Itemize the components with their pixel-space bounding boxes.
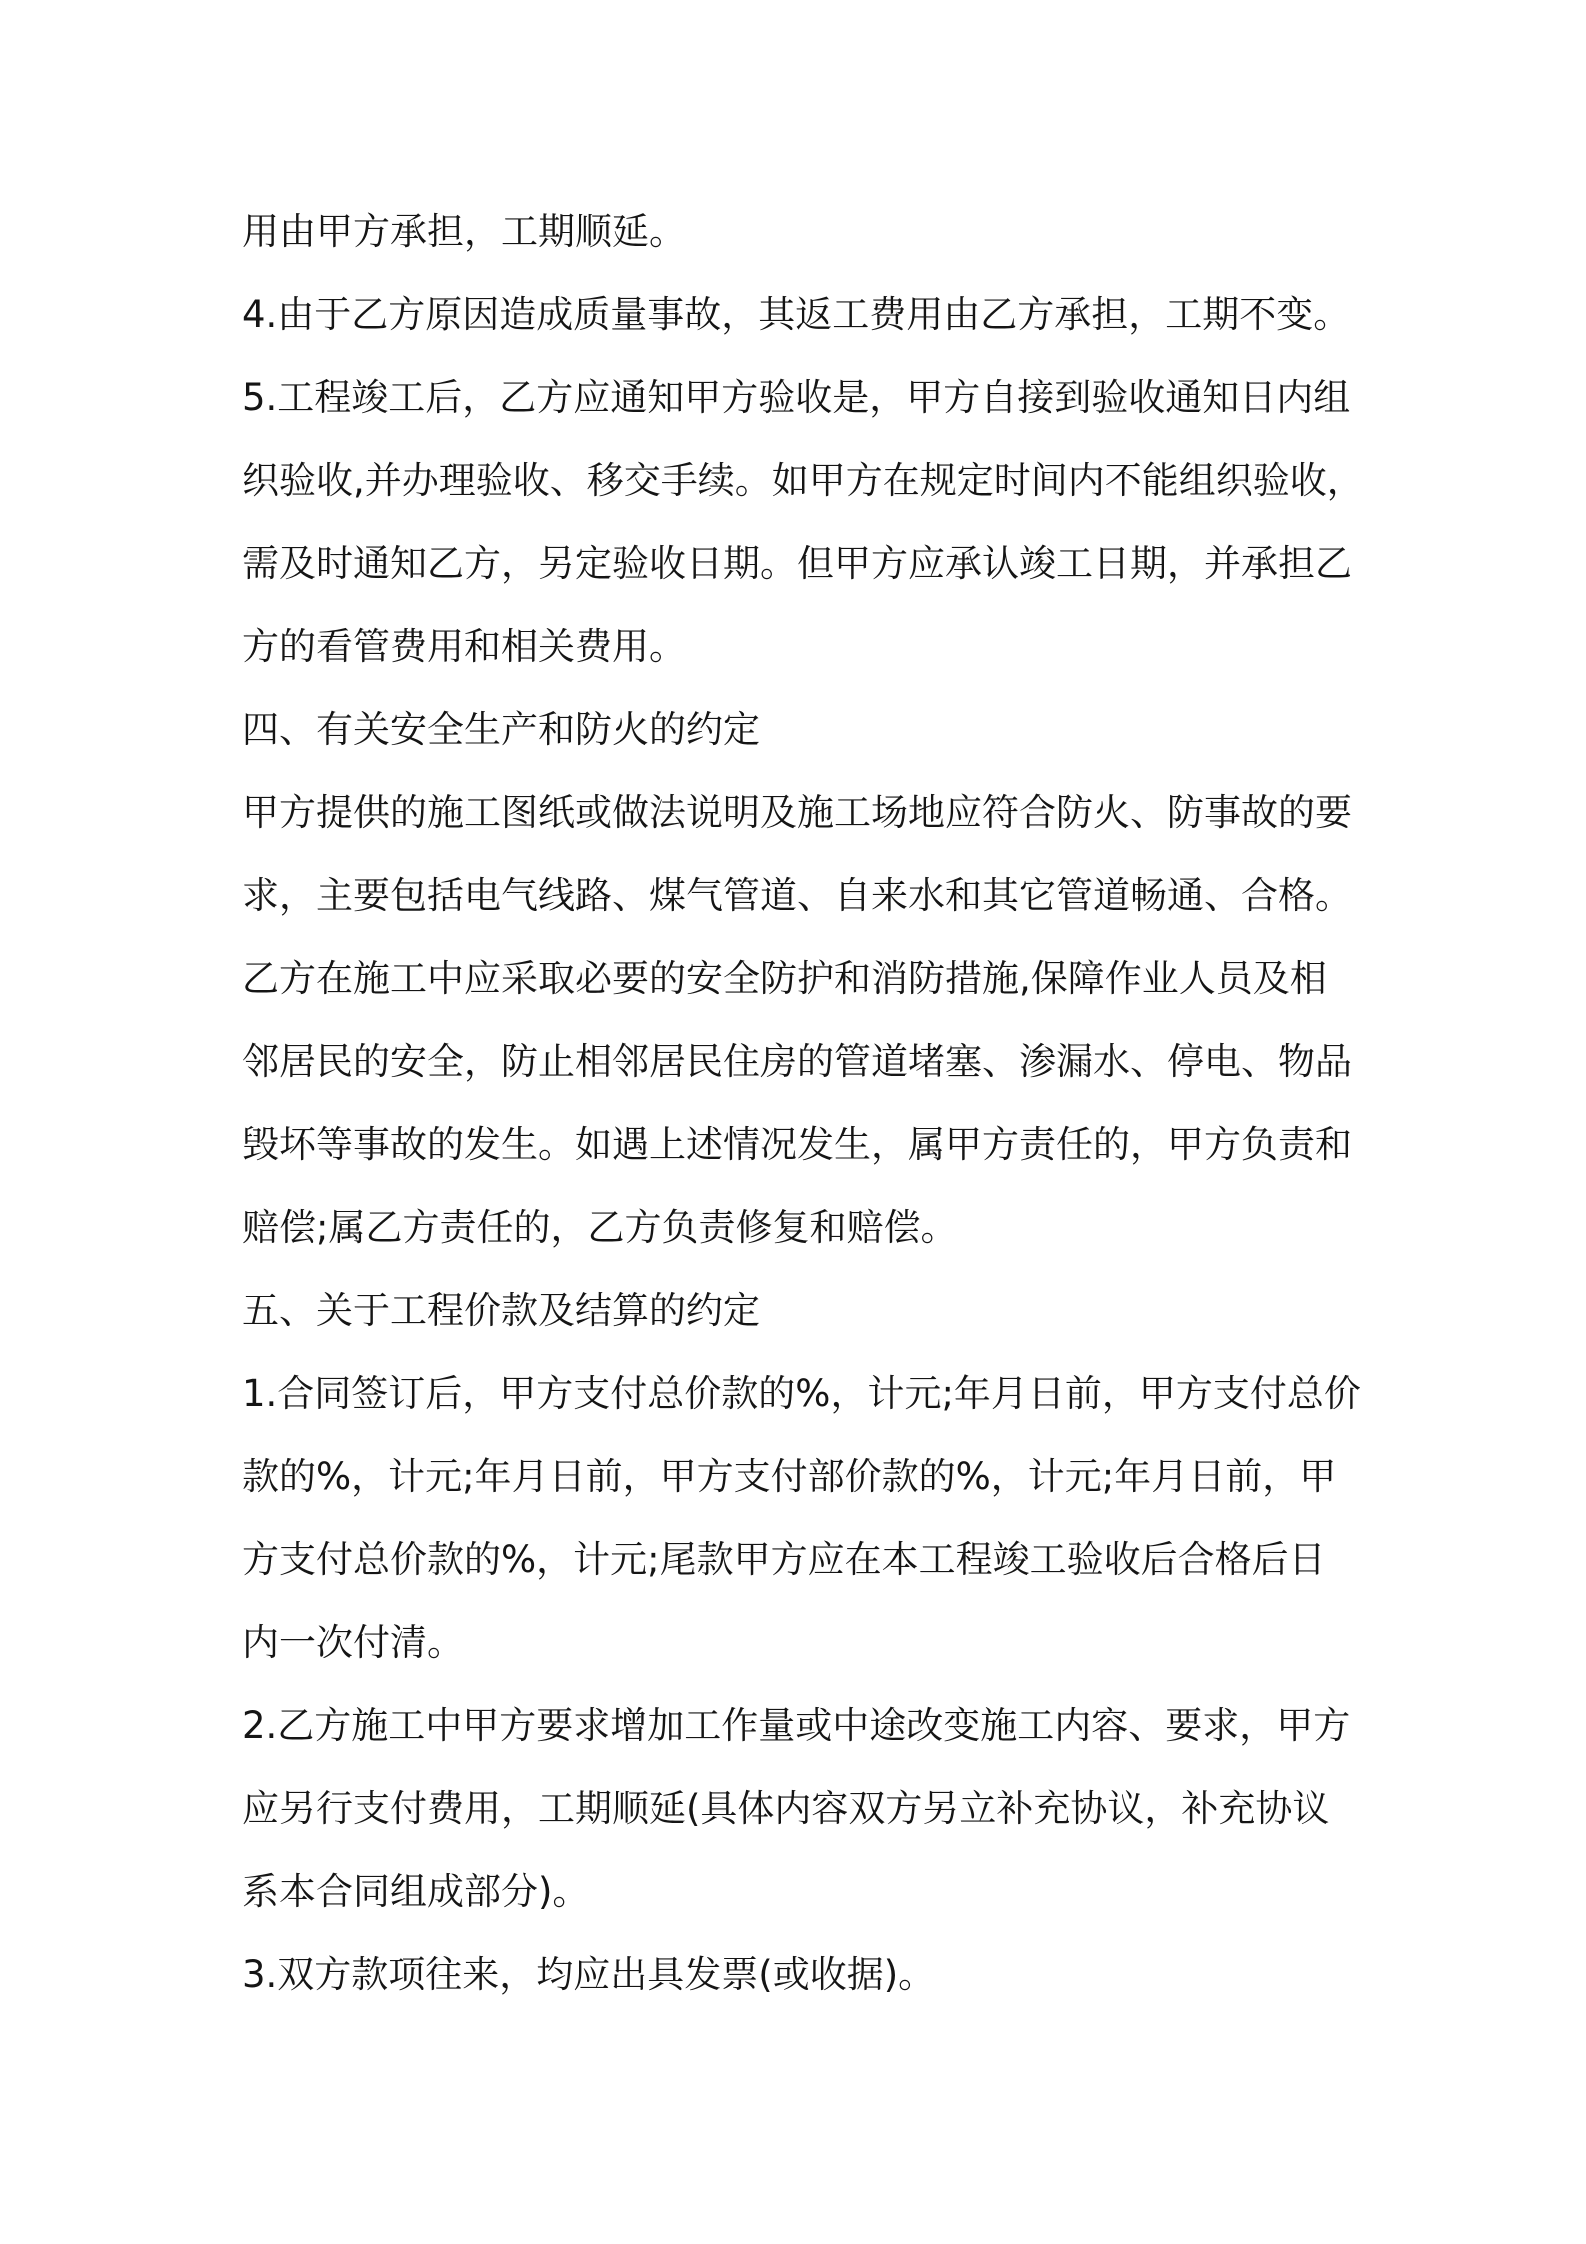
text-line: 应另行支付费用，工期顺延(具体内容双方另立补充协议，补充协议 — [242, 1787, 1330, 1830]
text-line: 1.合同签订后，甲方支付总价款的%，计元;年月日前，甲方支付总价 — [242, 1372, 1361, 1415]
text-line: 求，主要包括电气线路、煤气管道、自来水和其它管道畅通、合格。 — [242, 874, 1352, 917]
section-heading: 四、有关安全生产和防火的约定 — [242, 708, 760, 751]
text-line: 甲方提供的施工图纸或做法说明及施工场地应符合防火、防事故的要 — [242, 791, 1352, 834]
text-line: 3.双方款项往来，均应出具发票(或收据)。 — [242, 1953, 936, 1996]
text-line: 2.乙方施工中甲方要求增加工作量或中途改变施工内容、要求，甲方 — [242, 1704, 1351, 1747]
text-line: 赔偿;属乙方责任的，乙方负责修复和赔偿。 — [242, 1206, 958, 1249]
text-line: 方的看管费用和相关费用。 — [242, 625, 686, 668]
text-line: 邻居民的安全，防止相邻居民住房的管道堵塞、渗漏水、停电、物品 — [242, 1040, 1352, 1083]
text-line: 乙方在施工中应采取必要的安全防护和消防措施,保障作业人员及相 — [242, 957, 1327, 1000]
section-heading: 五、关于工程价款及结算的约定 — [242, 1289, 760, 1332]
text-line: 织验收,并办理验收、移交手续。如甲方在规定时间内不能组织验收， — [242, 459, 1364, 502]
text-line: 毁坏等事故的发生。如遇上述情况发生，属甲方责任的，甲方负责和 — [242, 1123, 1352, 1166]
text-line: 5.工程竣工后，乙方应通知甲方验收是，甲方自接到验收通知日内组 — [242, 376, 1351, 419]
text-line: 用由甲方承担，工期顺延。 — [242, 210, 686, 253]
text-line: 4.由于乙方原因造成质量事故，其返工费用由乙方承担，工期不变。 — [242, 293, 1351, 336]
text-line: 系本合同组成部分)。 — [242, 1870, 590, 1913]
text-line: 需及时通知乙方，另定验收日期。但甲方应承认竣工日期，并承担乙 — [242, 542, 1352, 585]
text-line: 方支付总价款的%，计元;尾款甲方应在本工程竣工验收后合格后日 — [242, 1538, 1326, 1581]
text-line: 款的%，计元;年月日前，甲方支付部价款的%，计元;年月日前，甲 — [242, 1455, 1337, 1498]
text-line: 内一次付清。 — [242, 1621, 464, 1664]
